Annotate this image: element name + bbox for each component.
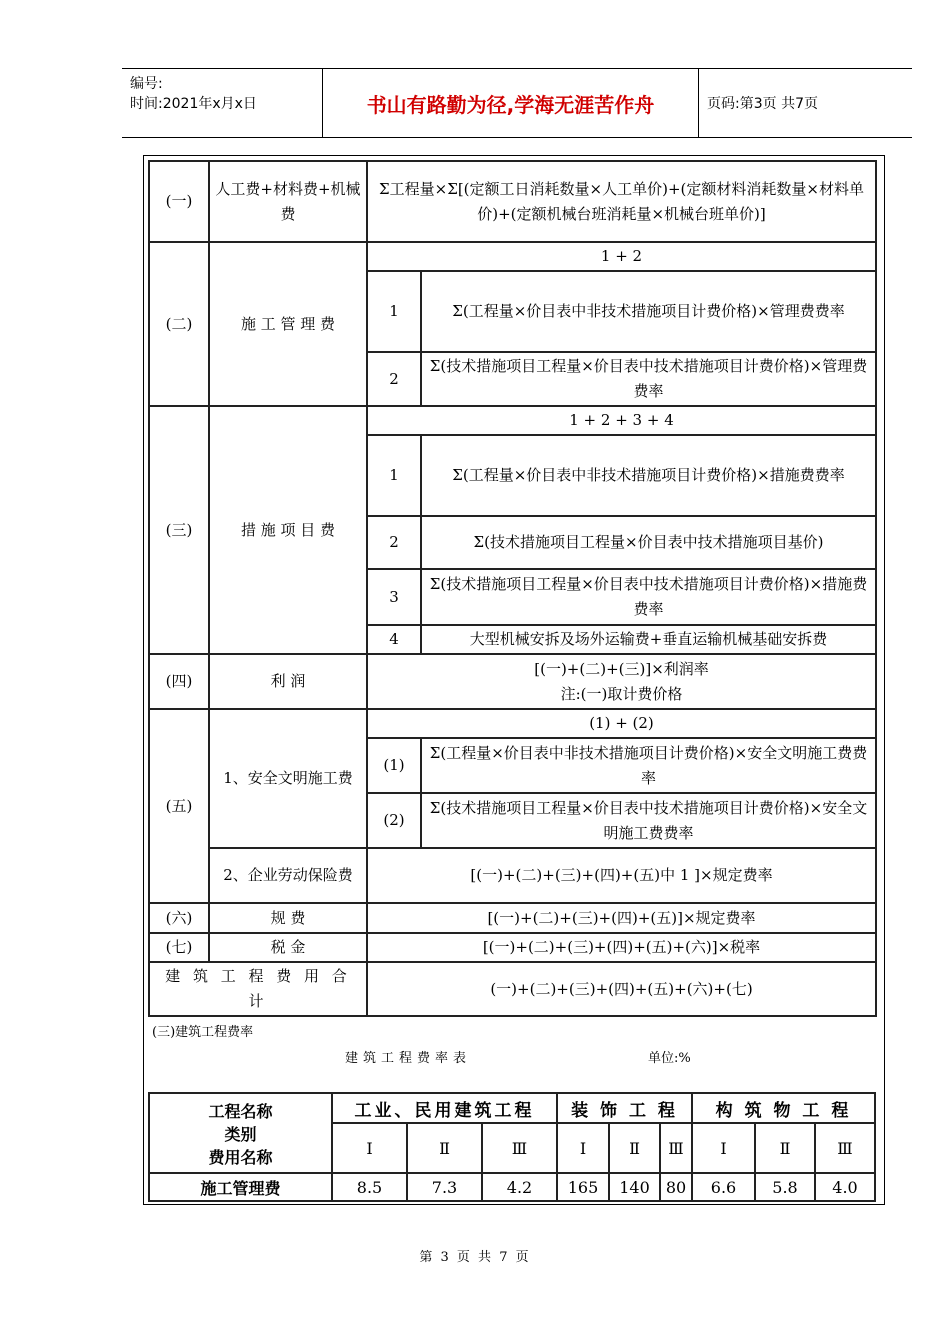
corner-header-fee: 费用名称: [208, 1147, 273, 1167]
fee-name: 2、企业劳动保险费: [209, 848, 367, 903]
table-row: [149, 1173, 875, 1201]
total-label: 建 筑 工 程 费 用 合 计: [149, 962, 367, 1016]
sum-formula: (1) + (2): [367, 709, 876, 738]
sub-number: 4: [367, 625, 421, 654]
class-header: Ⅰ: [332, 1123, 407, 1173]
row-label: 施工管理费: [149, 1173, 332, 1201]
row-number: (六): [149, 903, 209, 933]
sub-formula: Σ(工程量×价目表中非技术措施项目计费价格)×安全文明施工费费率: [421, 738, 876, 793]
time-label: 时间:2021年x月x日: [130, 96, 257, 112]
table-row: [149, 654, 876, 709]
fee-name: 利 润: [209, 654, 367, 709]
rate-value: 80: [660, 1173, 692, 1201]
class-header: Ⅰ: [557, 1123, 609, 1173]
corner-header-project: 工程名称: [208, 1101, 273, 1121]
table-row: [149, 933, 876, 962]
rate-table: [148, 1092, 876, 1202]
rate-value: 5.8: [755, 1173, 815, 1201]
fee-formula: [(一)+(二)+(三)+(四)+(五)]×规定费率: [367, 903, 876, 933]
rate-table-caption: 建筑工程费率表: [345, 1051, 472, 1066]
fee-formula-table: [148, 160, 877, 1017]
sub-formula: Σ(技术措施项目工程量×价目表中技术措施项目基价): [421, 516, 876, 569]
table-row: [149, 406, 876, 435]
page-header: [122, 68, 912, 138]
class-header: Ⅲ: [660, 1123, 692, 1173]
sub-formula: Σ(技术措施项目工程量×价目表中技术措施项目计费价格)×措施费费率: [421, 569, 876, 625]
sub-number: 3: [367, 569, 421, 625]
class-header: Ⅱ: [609, 1123, 660, 1173]
row-number: (七): [149, 933, 209, 962]
sum-formula: 1 + 2 + 3 + 4: [367, 406, 876, 435]
rate-unit: 单位:%: [648, 1051, 691, 1066]
sub-formula: Σ(技术措施项目工程量×价目表中技术措施项目计费价格)×安全文明施工费费率: [421, 793, 876, 848]
sub-formula: Σ(技术措施项目工程量×价目表中技术措施项目计费价格)×管理费费率: [421, 352, 876, 406]
corner-header-class: 类别: [224, 1124, 257, 1144]
class-header: Ⅱ: [755, 1123, 815, 1173]
fee-name: 1、安全文明施工费: [209, 709, 367, 848]
fee-formula: [(一)+(二)+(三)+(四)+(五)中 1 ]×规定费率: [367, 848, 876, 903]
row-number: (一): [149, 161, 209, 242]
row-number: (四): [149, 654, 209, 709]
sub-formula: 大型机械安拆及场外运输费+垂直运输机械基础安拆费: [421, 625, 876, 654]
fee-name: 人工费+材料费+机械费: [209, 161, 367, 242]
fee-name: 规 费: [209, 903, 367, 933]
class-header: Ⅱ: [407, 1123, 482, 1173]
sub-formula: Σ(工程量×价目表中非技术措施项目计费价格)×措施费费率: [421, 435, 876, 516]
class-header: Ⅰ: [692, 1123, 755, 1173]
fee-formula: [(一)+(二)+(三)+(四)+(五)+(六)]×税率: [367, 933, 876, 962]
total-formula: (一)+(二)+(三)+(四)+(五)+(六)+(七): [367, 962, 876, 1016]
table-row: [149, 848, 876, 903]
sub-number: 2: [367, 516, 421, 569]
group-header: 工业、民用建筑工程: [332, 1093, 557, 1123]
rate-value: 8.5: [332, 1173, 407, 1201]
section-title: (三)建筑工程费率: [152, 1025, 254, 1040]
page-footer: 第 3 页 共 7 页: [419, 1250, 531, 1265]
rate-value: 140: [609, 1173, 660, 1201]
rate-value: 4.0: [815, 1173, 875, 1201]
header-motto: 书山有路勤为径,学海无涯苦作舟: [323, 69, 699, 137]
fee-name: 税 金: [209, 933, 367, 962]
rate-value: 4.2: [482, 1173, 557, 1201]
profit-formula: [(一)+(二)+(三)]×利润率: [534, 659, 709, 678]
fee-formula: Σ工程量×Σ[(定额工日消耗数量×人工单价)+(定额材料消耗数量×材料单价)+(定额机械台班消耗量×机械台班单价)]: [367, 161, 876, 242]
fee-name: 施 工 管 理 费: [209, 242, 367, 406]
header-meta: [122, 69, 323, 137]
profit-formula-cell: [367, 654, 876, 709]
fee-name: 措 施 项 目 费: [209, 406, 367, 654]
sub-number: (1): [367, 738, 421, 793]
corner-header: [149, 1093, 332, 1173]
group-header: 装 饰 工 程: [557, 1093, 692, 1123]
number-label: 编号:: [130, 76, 163, 92]
class-header: Ⅲ: [482, 1123, 557, 1173]
sum-formula: 1 + 2: [367, 242, 876, 271]
row-number: (三): [149, 406, 209, 654]
profit-note: 注:(一)取计费价格: [560, 684, 683, 703]
page-number-label: 页码:第3页 共7页: [707, 96, 818, 112]
group-header: 构 筑 物 工 程: [692, 1093, 875, 1123]
sub-number: 1: [367, 435, 421, 516]
rate-value: 7.3: [407, 1173, 482, 1201]
rate-value: 165: [557, 1173, 609, 1201]
sub-number: (2): [367, 793, 421, 848]
rate-value: 6.6: [692, 1173, 755, 1201]
sub-number: 2: [367, 352, 421, 406]
table-row: [149, 242, 876, 271]
sub-formula: Σ(工程量×价目表中非技术措施项目计费价格)×管理费费率: [421, 271, 876, 352]
table-row: [149, 709, 876, 738]
sub-number: 1: [367, 271, 421, 352]
row-number: (五): [149, 709, 209, 903]
table-row: [149, 1093, 875, 1123]
row-number: (二): [149, 242, 209, 406]
table-row: [149, 962, 876, 1016]
class-header: Ⅲ: [815, 1123, 875, 1173]
table-row: [149, 903, 876, 933]
table-row: [149, 161, 876, 242]
